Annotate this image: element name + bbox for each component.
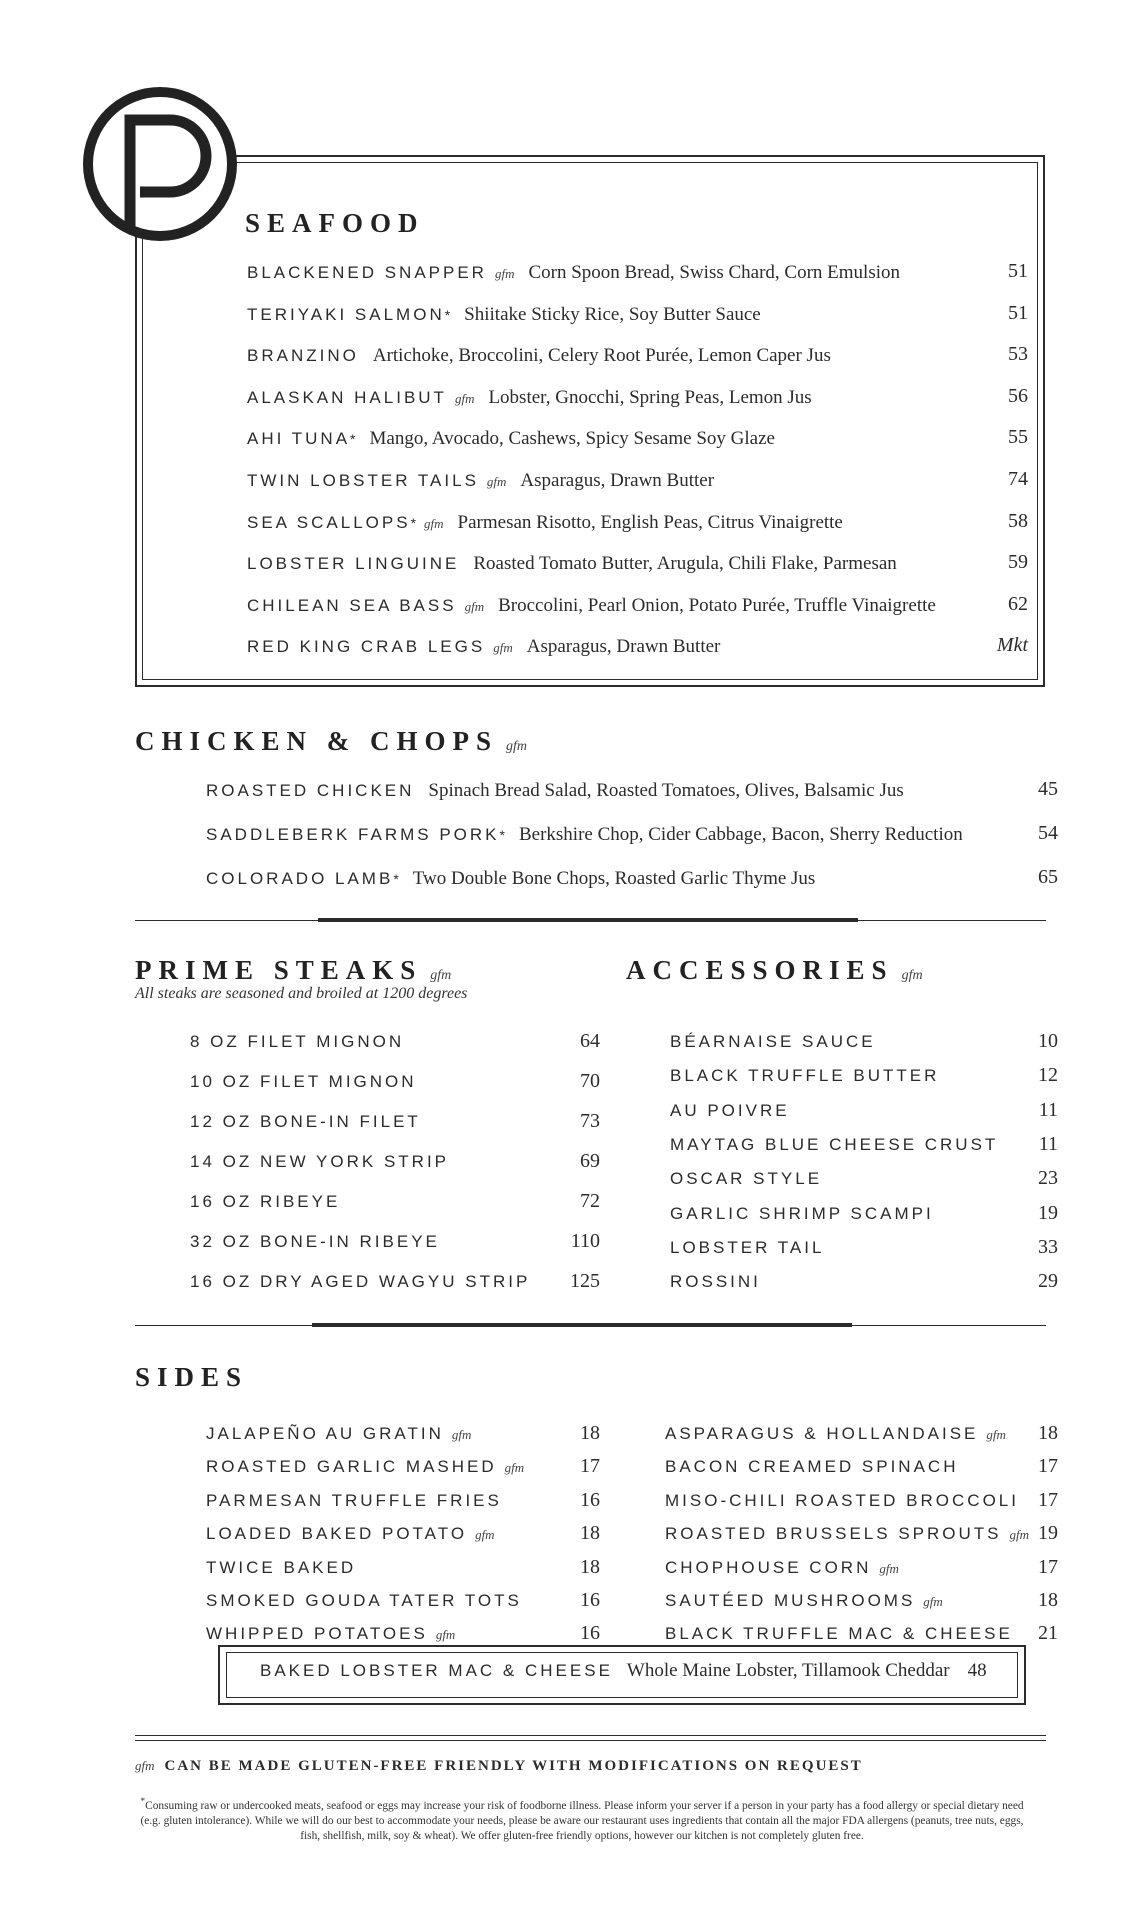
seafood-item-name: BLACKENED SNAPPER [247, 263, 487, 282]
side-item-name: BACON CREAMED SPINACH [665, 1457, 959, 1477]
steak-item-name: 12 OZ BONE-IN FILET [190, 1112, 421, 1131]
side-item [665, 1424, 1006, 1444]
chicken-item-desc: Two Double Bone Chops, Roasted Garlic Thyme Jus [412, 868, 816, 889]
accessory-item-name: OSCAR STYLE [670, 1169, 823, 1189]
side-item-name: PARMESAN TRUFFLE FRIES [206, 1490, 502, 1510]
chicken-gfm-mark: gfm [506, 739, 528, 754]
accessory-item-price: 12 [1038, 1064, 1058, 1087]
seafood-item-star: * [350, 431, 356, 448]
side-item-price: 16 [580, 1622, 600, 1645]
steak-item-price: 73 [580, 1110, 600, 1132]
chicken-item-star: * [393, 871, 399, 887]
side-item [665, 1591, 943, 1611]
accessory-item-price: 10 [1038, 1030, 1058, 1052]
seafood-item-desc: Roasted Tomato Butter, Arugula, Chili Flake, Parmesan [473, 553, 897, 575]
divider-3b [135, 1740, 1046, 1741]
seafood-item-desc: Shiitake Sticky Rice, Soy Butter Sauce [464, 303, 761, 325]
seafood-item-price: 62 [1008, 592, 1028, 615]
steak-item-name: 16 OZ RIBEYE [190, 1192, 341, 1211]
seafood-item [247, 512, 843, 534]
seafood-item-gfm: gfm [494, 266, 515, 281]
seafood-item-name: ALASKAN HALIBUT [247, 387, 447, 407]
accessory-item-name: MAYTAG BLUE CHEESE CRUST [670, 1134, 999, 1154]
chicken-title [135, 726, 527, 757]
feature-name: BAKED LOBSTER MAC & CHEESE [260, 1661, 613, 1680]
divider-3a [135, 1735, 1046, 1736]
side-item-name: BLACK TRUFFLE MAC & CHEESE [665, 1624, 1013, 1644]
seafood-item-gfm: gfm [486, 474, 507, 489]
accessories-title [626, 955, 923, 986]
seafood-item-desc: Asparagus, Drawn Butter [520, 470, 715, 491]
seafood-item-gfm: gfm [424, 515, 444, 531]
seafood-item-price: Mkt [996, 634, 1028, 657]
steak-item [190, 1152, 449, 1172]
side-item-gfm: gfm [1009, 1527, 1030, 1543]
gluten-note-text: CAN BE MADE GLUTEN-FREE FRIENDLY WITH MODIFICATIONS ON REQUEST [164, 1758, 863, 1774]
steaks-title-text: PRIME STEAKS [135, 955, 423, 985]
feature-price: 48 [967, 1660, 987, 1681]
side-item [206, 1491, 502, 1511]
side-item-gfm: gfm [504, 1460, 525, 1476]
chicken-item [206, 868, 815, 890]
accessory-item-name: GARLIC SHRIMP SCAMPI [670, 1203, 934, 1223]
seafood-item-name: LOBSTER LINGUINE [247, 554, 460, 574]
side-item-price: 16 [580, 1488, 600, 1511]
chicken-item-price: 45 [1038, 778, 1058, 800]
steaks-title [135, 955, 451, 986]
side-item-gfm: gfm [923, 1594, 943, 1609]
side-item-price: 17 [1038, 1488, 1058, 1511]
steak-item [190, 1032, 404, 1052]
steak-item-price: 110 [570, 1230, 600, 1252]
seafood-item-name: SEA SCALLOPS [247, 512, 411, 532]
seafood-item-price: 55 [1008, 426, 1028, 449]
side-item-name: SMOKED GOUDA TATER TOTS [206, 1591, 522, 1610]
seafood-item-gfm: gfm [454, 390, 475, 406]
seafood-item-name: CHILEAN SEA BASS [247, 595, 457, 615]
side-item-name: MISO-CHILI ROASTED BROCCOLI [665, 1490, 1019, 1510]
side-item-price: 18 [580, 1422, 600, 1444]
side-item [206, 1591, 522, 1611]
seafood-item-price: 53 [1008, 343, 1028, 366]
seafood-item-desc: Asparagus, Drawn Butter [526, 636, 721, 658]
accessory-item-name: BLACK TRUFFLE BUTTER [670, 1066, 940, 1086]
seafood-item [247, 595, 936, 617]
steak-item-name: 8 OZ FILET MIGNON [190, 1032, 405, 1051]
seafood-item-desc: Corn Spoon Bread, Swiss Chard, Corn Emulsion [528, 262, 901, 283]
seafood-item-price: 58 [1008, 509, 1028, 532]
seafood-item-price: 59 [1008, 551, 1028, 574]
side-item-name: LOADED BAKED POTATO [206, 1524, 468, 1544]
accessory-item-price: 33 [1038, 1235, 1058, 1258]
seafood-item-name: AHI TUNA [247, 429, 351, 449]
accessory-item [670, 1066, 939, 1086]
side-item [206, 1424, 471, 1444]
side-item-name: TWICE BAKED [206, 1557, 357, 1577]
side-item [665, 1558, 899, 1578]
seafood-item-desc: Mango, Avocado, Cashews, Spicy Sesame Soy Glaze [369, 428, 775, 450]
accessory-item [670, 1101, 790, 1121]
sides-title: SIDES [135, 1362, 249, 1392]
allergy-disclaimer [132, 1795, 1032, 1844]
accessory-item-price: 11 [1038, 1132, 1058, 1155]
side-item-price: 17 [1038, 1455, 1058, 1478]
side-item-price: 18 [1038, 1589, 1058, 1611]
seafood-item [247, 304, 761, 326]
accessory-item-name: AU POIVRE [670, 1100, 790, 1120]
side-item [206, 1624, 455, 1644]
seafood-item-desc: Artichoke, Broccolini, Celery Root Purée, Lemon Caper Jus [372, 345, 831, 367]
seafood-item [247, 636, 720, 658]
side-item-price: 18 [1038, 1422, 1058, 1444]
side-item-gfm: gfm [986, 1427, 1006, 1442]
disclaimer-star: * [140, 1797, 146, 1807]
chicken-item-star: * [499, 827, 505, 843]
seafood-item-star: * [410, 514, 417, 531]
side-item [665, 1524, 1029, 1544]
seafood-item-desc: Parmesan Risotto, English Peas, Citrus Vinaigrette [457, 511, 843, 533]
seafood-item-price: 51 [1008, 301, 1028, 324]
steak-item [190, 1192, 340, 1212]
gluten-free-note [135, 1758, 863, 1775]
side-item-price: 16 [580, 1589, 600, 1611]
accessory-item [670, 1204, 934, 1224]
chicken-item-desc: Spinach Bread Salad, Roasted Tomatoes, Olives, Balsamic Jus [428, 780, 904, 801]
accessory-item [670, 1238, 824, 1258]
steak-item-name: 14 OZ NEW YORK STRIP [190, 1152, 450, 1171]
accessory-item [670, 1169, 822, 1189]
side-item-price: 18 [580, 1555, 600, 1578]
side-item-price: 19 [1038, 1522, 1058, 1545]
accessory-item [670, 1272, 761, 1292]
accessories-gfm-mark: gfm [901, 968, 923, 983]
steak-item [190, 1232, 440, 1252]
seafood-item-desc: Lobster, Gnocchi, Spring Peas, Lemon Jus [488, 386, 812, 408]
divider-2-bold [312, 1323, 852, 1327]
seafood-item-star: * [444, 306, 451, 323]
side-item-price: 17 [1038, 1555, 1058, 1578]
side-item-price: 17 [580, 1455, 600, 1478]
side-item [665, 1457, 958, 1477]
steaks-note: All steaks are seasoned and broiled at 1200 degrees [135, 985, 468, 1002]
logo-icon [78, 82, 243, 247]
steak-item-price: 125 [570, 1270, 600, 1292]
side-item [206, 1524, 495, 1544]
chicken-item-name: COLORADO LAMB [206, 869, 394, 888]
seafood-item [247, 262, 900, 284]
side-item [665, 1624, 1013, 1644]
seafood-item-price: 74 [1008, 468, 1028, 490]
accessory-item-price: 11 [1038, 1098, 1058, 1121]
chicken-item [206, 780, 904, 802]
chicken-item-price: 54 [1038, 822, 1058, 844]
chicken-item-name: ROASTED CHICKEN [206, 781, 415, 800]
side-item [665, 1491, 1019, 1511]
steak-item-price: 64 [580, 1030, 600, 1052]
accessory-item-name: BÉARNAISE SAUCE [670, 1032, 876, 1051]
chicken-item [206, 824, 963, 846]
accessory-item [670, 1135, 998, 1155]
seafood-item-gfm: gfm [493, 640, 513, 656]
steak-item-name: 10 OZ FILET MIGNON [190, 1072, 417, 1091]
steak-item [190, 1072, 417, 1092]
seafood-item [247, 345, 831, 367]
accessories-title-text: ACCESSORIES [626, 955, 894, 985]
seafood-title: SEAFOOD [245, 208, 425, 238]
steak-item-price: 72 [580, 1190, 600, 1212]
divider-1-bold [318, 918, 858, 922]
side-item-name: ROASTED GARLIC MASHED [206, 1457, 497, 1477]
accessory-item-name: LOBSTER TAIL [670, 1237, 825, 1257]
seafood-item-name: TWIN LOBSTER TAILS [247, 471, 479, 490]
accessory-item-price: 23 [1038, 1167, 1058, 1190]
seafood-item-name: RED KING CRAB LEGS [247, 637, 486, 657]
disclaimer-text: Consuming raw or undercooked meats, seafood or eggs may increase your risk of foodborne illness. Please inform your server if a person in your party has a food allergy or special dietary need (e.g. gluten intolerance). While we will do our best to accommodate your needs, please be aware our restaurant uses ingredients that contain all the major FDA allergens (peanuts, tree nuts, eggs, fish, shellfish, milk, soy & wheat). We offer gluten-free friendly options, however our kitchen is not completely gluten free. [140, 1799, 1024, 1842]
feature-item [260, 1660, 987, 1682]
side-item-gfm: gfm [451, 1427, 472, 1442]
chicken-title-text: CHICKEN & CHOPS [135, 726, 499, 756]
seafood-item-price: 56 [1008, 384, 1028, 407]
accessory-item [670, 1032, 876, 1052]
steak-item-name: 32 OZ BONE-IN RIBEYE [190, 1232, 440, 1251]
side-item-gfm: gfm [879, 1560, 899, 1576]
side-item-name: JALAPEÑO AU GRATIN [206, 1424, 444, 1443]
gluten-note-gfm: gfm [135, 1758, 155, 1773]
side-item-price: 18 [580, 1522, 600, 1545]
steak-item [190, 1272, 530, 1292]
seafood-item-name: TERIYAKI SALMON [247, 304, 445, 324]
seafood-item [247, 387, 812, 409]
side-item-gfm: gfm [435, 1627, 456, 1643]
side-item-name: CHOPHOUSE CORN [665, 1557, 872, 1577]
side-item [206, 1457, 524, 1477]
steak-item-price: 69 [580, 1150, 600, 1172]
seafood-item [247, 470, 714, 492]
seafood-item-price: 51 [1008, 260, 1028, 282]
feature-desc: Whole Maine Lobster, Tillamook Cheddar [626, 1660, 950, 1681]
steak-item [190, 1112, 421, 1132]
accessory-item-price: 19 [1038, 1201, 1058, 1224]
steaks-gfm-mark: gfm [430, 968, 452, 983]
side-item [206, 1558, 356, 1578]
seafood-item-name: BRANZINO [247, 346, 359, 366]
chicken-item-price: 65 [1038, 866, 1058, 888]
chicken-item-desc: Berkshire Chop, Cider Cabbage, Bacon, Sherry Reduction [518, 824, 963, 845]
side-item-gfm: gfm [475, 1527, 495, 1543]
side-item-price: 21 [1038, 1622, 1058, 1645]
accessory-item-price: 29 [1038, 1270, 1058, 1293]
side-item-name: SAUTÉED MUSHROOMS [665, 1591, 916, 1610]
seafood-item [247, 553, 897, 575]
side-item-name: WHIPPED POTATOES [206, 1624, 428, 1644]
accessory-item-name: ROSSINI [670, 1272, 761, 1292]
side-item-name: ASPARAGUS & HOLLANDAISE [665, 1424, 979, 1443]
steak-item-name: 16 OZ DRY AGED WAGYU STRIP [190, 1272, 531, 1291]
side-item-name: ROASTED BRUSSELS SPROUTS [665, 1524, 1002, 1544]
seafood-item-gfm: gfm [464, 598, 485, 614]
chicken-item-name: SADDLEBERK FARMS PORK [206, 825, 500, 844]
steak-item-price: 70 [580, 1070, 600, 1092]
seafood-item [247, 428, 775, 450]
seafood-item-desc: Broccolini, Pearl Onion, Potato Purée, Truffle Vinaigrette [498, 594, 936, 616]
